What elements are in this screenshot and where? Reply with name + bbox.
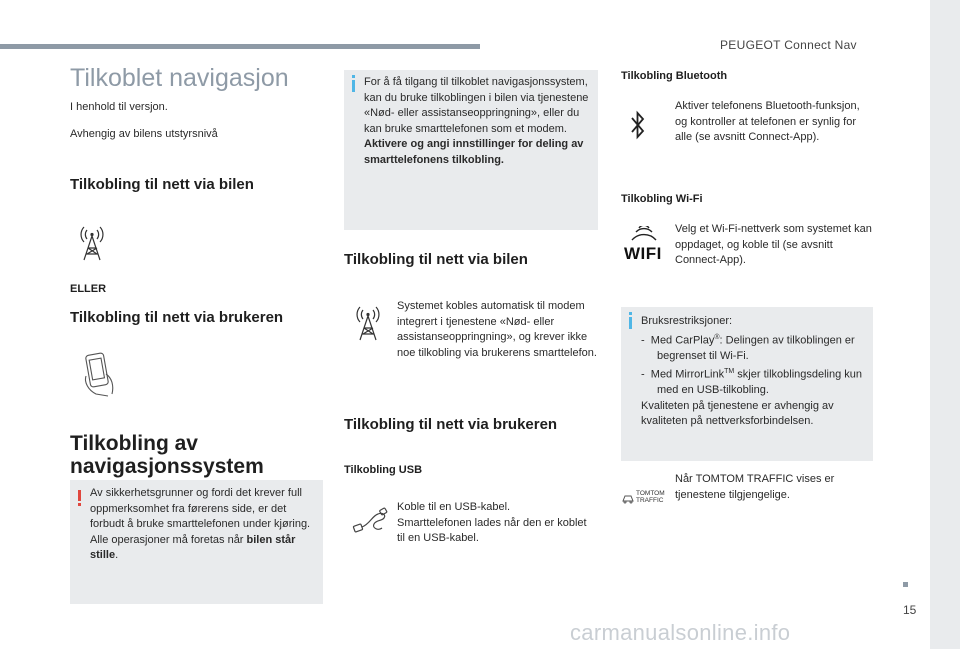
top-rule [0, 44, 480, 49]
page-number: 15 [903, 603, 917, 617]
heading-car-connection-detail: Tilkobling til nett via bilen [344, 251, 528, 268]
info-icon-2 [629, 317, 632, 329]
smartphone-hand-icon [82, 350, 118, 398]
intro-version: I henhold til versjon. [70, 101, 168, 113]
bluetooth-text: Aktiver telefonens Bluetooth-funksjon, og kontroller at telefonen er synlig for alle (se avsnitt Connect-App). [675, 100, 860, 143]
heading-user-connection: Tilkobling til nett via brukeren [70, 309, 284, 326]
warning-icon [78, 490, 81, 501]
bluetooth-icon [630, 110, 646, 140]
heading-navigation-connection [70, 432, 264, 478]
usb-label: Tilkobling USB [344, 464, 423, 476]
intro-equipment: Avhengig av bilens utstyrsnivå [70, 128, 218, 140]
warning-bold: bilen står stille [90, 533, 296, 561]
info-icon [352, 80, 355, 92]
right-margin-strip [930, 0, 960, 649]
wifi-text: Velg et Wi-Fi-nettverk som systemet kan oppdaget, og koble til (se avsnitt Connect-App). [675, 223, 872, 266]
info-box-access [344, 70, 598, 230]
restriction-carplay: - Med CarPlay®: Delingen av tilkoblingen er begrenset til Wi-Fi. [641, 333, 855, 362]
page-marker [903, 582, 908, 587]
warning-text: Av sikkerhetsgrunner og fordi det krever full oppmerksomhet fra førerens side, er det forbudt å bruke smarttelefonen under kjøring. [90, 487, 311, 530]
usb-cable-icon [352, 506, 388, 536]
or-label: ELLER [70, 283, 107, 295]
info-text: For å få tilgang til tilkoblet navigasjonssystem, kan du bruke tilkoblingen i bilen via tjenestene «Nød- eller assistanseoppringning», eller du kan bruke smarttelefonen som et modem. [364, 76, 589, 135]
restriction-mirrorlink: - Med MirrorLink™ skjer tilkoblingsdeling kun med en USB-tilkobling. [641, 368, 863, 397]
page-title: Tilkoblet navigasjon [70, 64, 289, 92]
wifi-label: Tilkobling Wi-Fi [621, 193, 703, 205]
heading-user-connection-detail: Tilkobling til nett via brukeren [344, 416, 558, 433]
car-connection-text: Systemet kobles automatisk til modem integrert i tjenestene «Nød- eller assistanseoppringning», og krever ikke noe tilkobling via brukerens smarttelefon. [397, 300, 597, 359]
restrictions-title: Bruksrestriksjoner: [641, 315, 733, 327]
bluetooth-label: Tilkobling Bluetooth [621, 70, 728, 82]
heading-car-connection: Tilkobling til nett via bilen [70, 176, 254, 193]
wifi-icon [624, 226, 664, 264]
heading-line-2: navigasjonssystem [70, 455, 264, 478]
tomtom-text: Når TOMTOM TRAFFIC vises er tjenestene tilgjengelige. [675, 473, 835, 501]
wifi-icon-text: WIFI [624, 244, 662, 263]
restrictions-footer: Kvaliteten på tjenestene er avhengig av kvaliteten på nettverksforbindelsen. [641, 399, 834, 428]
heading-line-1: Tilkobling av [70, 432, 198, 455]
antenna-icon-2 [352, 304, 384, 342]
info-bold: Aktivere og angi innstillinger for deling av smarttelefonens tilkobling. [364, 138, 584, 166]
usb-text: Koble til en USB-kabel. Smarttelefonen lades når den er koblet til en USB-kabel. [397, 501, 587, 544]
antenna-icon [76, 224, 108, 262]
warning-text-2: Alle operasjoner må foretas når [90, 533, 247, 546]
watermark: carmanualsonline.info [570, 620, 791, 645]
running-header: PEUGEOT Connect Nav [720, 38, 857, 52]
warning-box: Av sikkerhetsgrunner og fordi det krever full oppmerksomhet fra førerens side, er det forbudt å bruke smarttelefonen under kjøring. Alle operasjoner må foretas når bilen står stille. [70, 480, 323, 604]
info-box-restrictions [621, 307, 873, 461]
